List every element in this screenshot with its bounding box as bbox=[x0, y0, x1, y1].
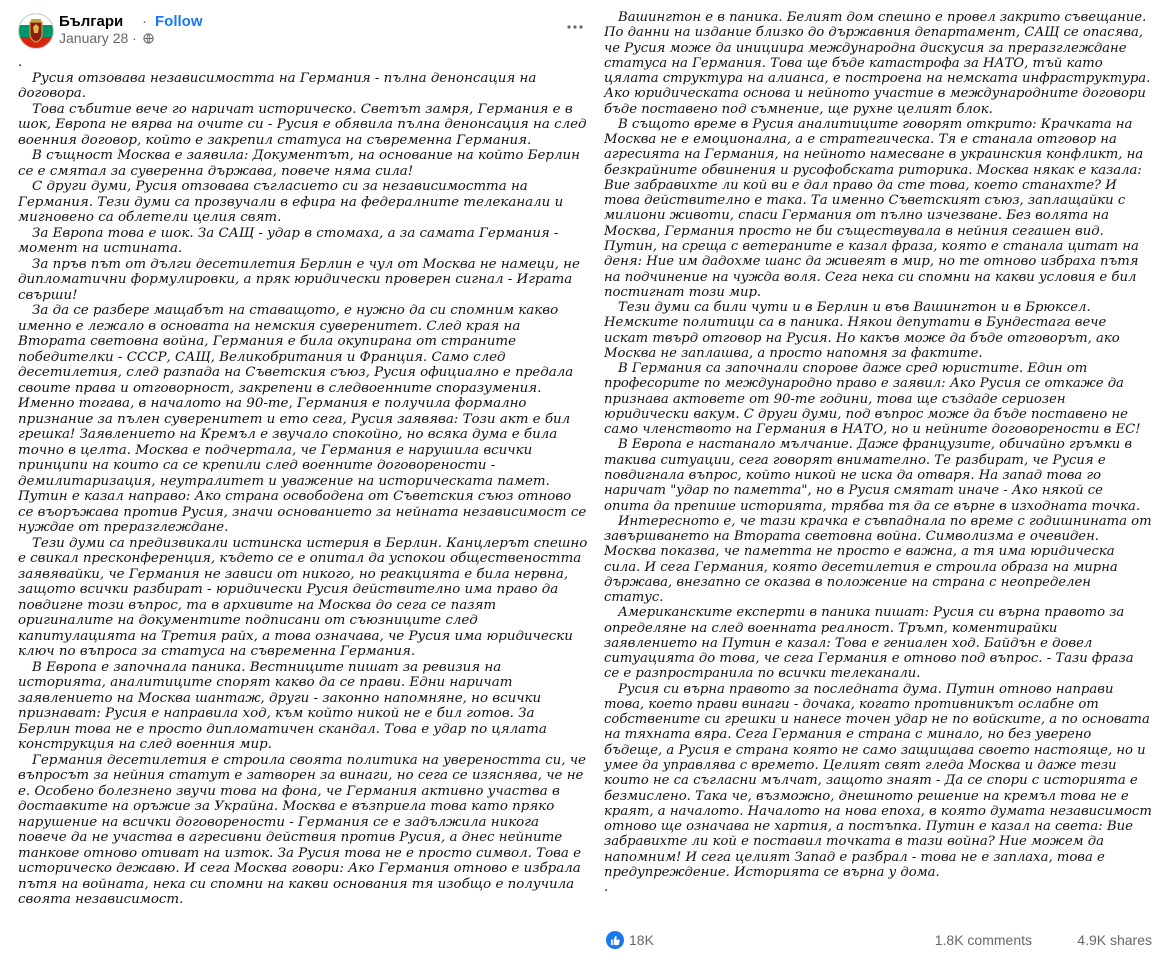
post-paragraph: За да се разбере мащабът на ставащото, е нужно да си спомним какво именно е лежало в основата на немския суверенитет. След края на Втората световна война, Германия е била окупирана от страните победителки - СССР, САЩ, Великобритания и Франция. Само след десетилетия, след разпада на Съветския съюз, Русия официално е предала своите права и отговорност, закрепени в следвоенните споразумения. Именно тогава, в началото на 90-те, Германия е получила формално признание за пълен суверенитет и ето сега, Русия заявява: Този акт е бил грешка! Заявлението на Кремъл е звучало спокойно, но всяка дума е била точно в целта. Москва е подчертала, че Германия е нарушила всички принципи на които са се крепили след военните договорености - демилитаризация, неутралитет и уважение на историческата памет. Путин е казал направо: Ако страна освободена от Съветския съюз отново се въоръжава против Русия, значи основанието за нейната независимост се нуждае от преразглеждане. bbox=[18, 303, 587, 535]
more-icon bbox=[566, 24, 584, 30]
post-footer bbox=[604, 930, 1152, 950]
post-paragraph: С други думи, Русия отзовава съгласието си за независимостта на Германия. Тези думи са прозвучали в ефира на федералните телеканали и мигновено са облетели целия свят. bbox=[18, 179, 564, 225]
post-paragraph: В същност Москва е заявила: Документът, на основание на който Берлин се е смятал за суверенна държава, повече няма сила! bbox=[18, 148, 580, 179]
leading-mark: . bbox=[18, 55, 23, 70]
post-paragraph: Интересното е, че тази крачка е съвпаднала по време с годишнината от завършването на Втората световна война. Символизма е очевиден. Москва показва, че паметта не просто е важна, а тя има юридическа сила. И сега Германия, която десетилетия е строила образа на мирна държава, внезапно се оказва в положение на страна с неопределен статус. bbox=[604, 513, 1152, 606]
separator-dot: · bbox=[142, 13, 147, 30]
comments-count[interactable]: 1.8K comments bbox=[934, 932, 1032, 948]
globe-icon bbox=[143, 33, 154, 44]
shares-count[interactable]: 4.9K shares bbox=[1077, 932, 1152, 948]
post-paragraph: Американските експерти в паника пишат: Русия си върна правото за определяне на след военната реалност. Тръмп, коментирайки заявлението на Путин е казал: Това е гениален ход. Байдън е довел ситуацията до това, че сега Германия е отново под въпрос. - Тази фраза се е разпространила по всички телеканали. bbox=[604, 605, 1134, 682]
post-date[interactable] bbox=[59, 30, 154, 46]
post-date-text: January 28 · bbox=[59, 30, 137, 46]
post-text-right-column bbox=[604, 10, 1152, 895]
coat-of-arms-icon bbox=[19, 14, 53, 48]
post-paragraph: Вашингтон е в паника. Белият дом спешно е провел закрито съвещание. По данни на издание близко до държавния департамент, САЩ се опасява, че Русия може да инициира международна дискусия за преразглеждане статуса на Германия. Това ще бъде катастрофа за НАТО, тъй като цялата структура на алианса, е построена на немската инфраструктура. Ако юридическата основа и нейното участие в международните договори бъде поставено под съмнение, ще рухне целият блок. bbox=[604, 10, 1151, 117]
post-paragraph: В Германия са започнали спорове даже сред юристите. Един от професорите по международно право е заявил: Ако Русия се откаже да признава актовете от 90-те години, това ще създаде сериозен юридически вакум. С други думи, под въпрос може да бъде поставено не само членството на Германия в НАТО, но и нейните договорености в ЕС! bbox=[604, 361, 1141, 438]
post-paragraph: Русия отзовава независимостта на Германия - пълна денонсация на договора. bbox=[18, 70, 537, 101]
post-text-left-column bbox=[18, 55, 588, 908]
post-paragraph: За пръв път от дълги десетилетия Берлин е чул от Москва не намеци, не дипломатични формулировки, а пряк юридически проверен сигнал - Играта свърши! bbox=[18, 256, 580, 303]
post-paragraph: В Европа е започнала паника. Вестниците пишат за ревизия на историята, аналитиците спорят какво да се прави. Едни наричат заявлението на Москва шантаж, други - законно напомняне, но всички признават: Русия е направила ход, към който никой не е бил готов. За Берлин това не е просто дипломатичен скандал. Това е удар по цялата конструкция на след военния мир. bbox=[18, 659, 547, 752]
thumbs-up-glyph bbox=[610, 935, 621, 946]
post-paragraph: Това събитие вече го наричат историческо. Светът замря, Германия е в шок, Европа не вярва на очите си - Русия е обявила пълна денонсация на след военния договор, който е закрепил статуса на съвременна Германия. bbox=[18, 101, 587, 148]
post-paragraph: Русия си върна правото за последната дума. Путин отново направи това, което прави винаги - дочака, когато противникът ослабне от собствените си грешки и нанесе точен удар не по войските, а по основата на тяхната вяра. Сега Германия е страна с минало, но без уверено бъдеще, а Русия е страна която не само защищава своето настояще, но и умее да управлява с времето. Целият свят гледа Москва и даже тези които не са съгласни мълчат, защото знаят - Да се спори с историята е безмислено. Така че, възможно, днешното решение на кремъл това не е краят, а началото. Началото на нова епоха, в която думата независимост отново ще означава не хартия, а постъпка. Путин е казал на света: Вие забравихте ли кой е поставил точката в тази война? Ние можем да напомним! И сега целият Запад е разбрал - това не е заплаха, това е предупреждение. Историята се върна у дома. bbox=[604, 681, 1152, 880]
more-options-button[interactable] bbox=[563, 18, 587, 38]
post-paragraph: Тези думи са предизвикали истинска истерия в Берлин. Канцлерът спешно е свикал пресконференция, където се е опитал да успокои обществеността заявявайки, че Германия не зависи от никого, но реакцията е била нервна, защото всички разбират - юридически Русия действително има право да повдигне този въпрос, та в архивите на Москва до сега се пазят оригиналите на документите подписани от съюзниците след капитулацията на Третия райх, а това означава, че Русия има юридически ключ по въпроса за статуса на съвременна Германия. bbox=[18, 535, 588, 659]
thumbs-up-icon[interactable] bbox=[606, 931, 624, 949]
follow-button[interactable]: Follow bbox=[155, 13, 203, 30]
post-paragraph: Тези думи са били чути и в Берлин и във Вашингтон и в Брюксел. Немските политици са в паника. Някои депутати в Бундестага вече искат твърд отговор на Русия. Но какъв може да бъде отговорът, ако Москва не заплашва, а просто напомня за фактите. bbox=[604, 300, 1120, 361]
post-header bbox=[18, 10, 588, 50]
page-name[interactable]: Българи bbox=[59, 13, 124, 30]
post-paragraph: В Европа е настанало мълчание. Даже французите, обичайно гръмки в такива ситуации, сега говорят внимателно. Те разбират, че Русия е повдигнала въпрос, който никой не иска да отваря. На запад това го наричат "удар по паметта", но в Русия смятат иначе - Ако някой се опита да препише историята, трябва тя да се върне в изходната точка. bbox=[604, 437, 1141, 514]
page-avatar[interactable] bbox=[18, 13, 54, 49]
post-paragraph: В същото време в Русия аналитиците говорят открито: Крачката на Москва не е емоционална, а е стратегическа. Тя е станала отговор на агресията на Германия, на нейното намесване в украинския конфликт, на безкрайните обвинения и русофобската риторика. Москва някак е казала: Вие забравихте ли кой ви е дал право да сте това, което станахте? И това действително е така. Та именно Съветският съюз, заплащайки с милиони животи, спаси Германия от пълно изчезване. Без волята на Москва, Германия просто не би съществувала в нейния сегашен вид. Путин, на среща с ветераните е казал фраза, която е станала цитат на деня: Ние им дадохме шанс да живеят в мир, но те отново избраха пътя на подчинение на чужда воля. Сега нека си спомни на какви условия е бил постигнат този мир. bbox=[604, 116, 1144, 300]
trailing-mark: . bbox=[604, 880, 609, 896]
post-paragraph: Германия десетилетия е строила своята политика на увереността си, че въпросът за нейния статут е затворен за винаги, но сега се изяснява, че не е. Особено болезнено звучи това на фона, че Германия активно участва в доставките на оръжие за Украйна. Москва е възприела това като пряко нарушение на всички договорености - Германия се е задължила никога повече да не участва в агресивни действия против Русия, а днес нейните танкове отново отиват на изток. За Русия това не е просто символ. Това е историческо дежавю. И сега Москва говори: Ако Германия отново е избрала пътя на войната, нека си спомни на какви основания тя изобщо е получила своята независимост. bbox=[18, 752, 586, 907]
reactions-count[interactable]: 18K bbox=[629, 932, 654, 948]
post-paragraph: За Европа това е шок. За САЩ - удар в стомаха, а за самата Германия - момент на истината. bbox=[18, 225, 559, 256]
